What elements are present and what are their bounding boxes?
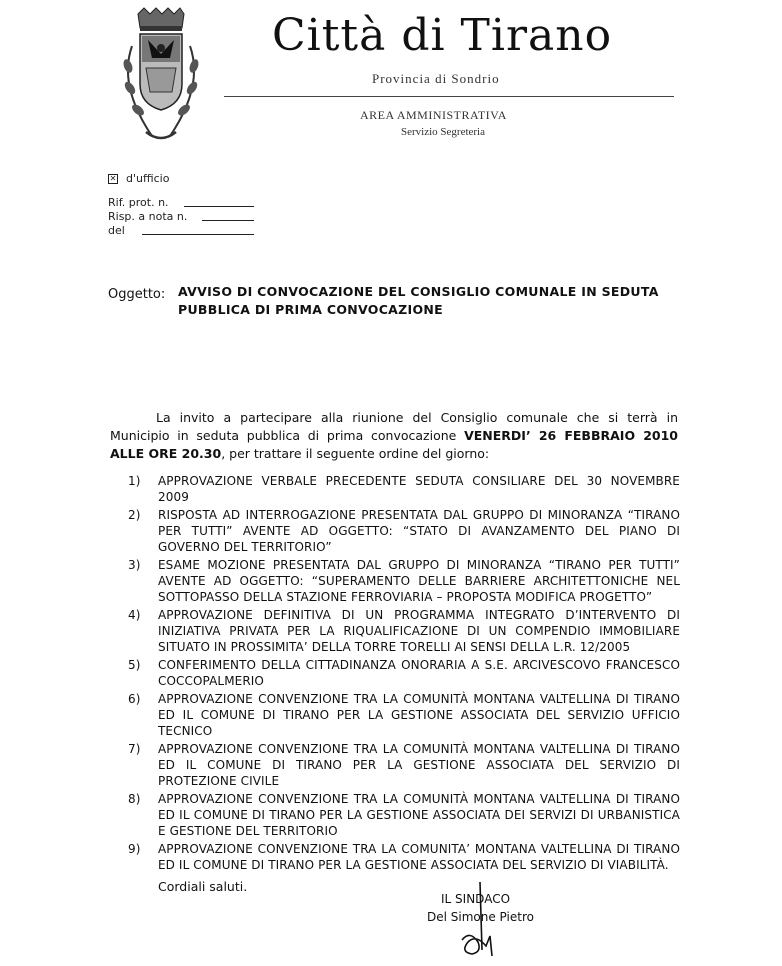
agenda-item-text: CONFERIMENTO DELLA CITTADINANZA ONORARIA A S.E. ARCIVESCOVO FRANCESCO COCCOPALMERIO: [158, 657, 680, 688]
agenda-item-number: 4): [128, 607, 141, 622]
agenda-item-number: 3): [128, 557, 141, 572]
agenda-item: [128, 557, 680, 606]
coat-of-arms-icon: [112, 6, 208, 146]
agenda-item: [128, 841, 680, 873]
agenda-item: [128, 473, 680, 505]
risp-nota-row: [108, 210, 187, 223]
checked-box-icon: ✕: [109, 174, 117, 183]
province-name: Provincia di Sondrio: [372, 71, 500, 86]
agenda-item-text: APPROVAZIONE CONVENZIONE TRA LA COMUNITÀ MONTANA VALTELLINA DI TIRANO ED IL COMUNE DI TIRANO PER LA GESTIONE ASSOCIATA DEL SERVIZIO UFFICIO TECNICO: [158, 691, 680, 738]
del-row: [108, 224, 125, 237]
del-line: [142, 226, 254, 235]
agenda-item-text: APPROVAZIONE CONVENZIONE TRA LA COMUNITÀ MONTANA VALTELLINA DI TIRANO ED IL COMUNE DI TIRANO PER LA GESTIONE ASSOCIATA DEL SERVIZIO DI PROTEZIONE CIVILE: [158, 741, 680, 788]
rif-prot-row: [108, 196, 169, 209]
agenda-item-number: 2): [128, 507, 141, 522]
agenda-item-number: 8): [128, 791, 141, 806]
risp-nota-label: Risp. a nota n.: [108, 210, 188, 223]
subject-label: Oggetto:: [108, 287, 166, 302]
service-name: Servizio Segreteria: [401, 126, 485, 138]
agenda-item-number: 1): [128, 474, 141, 488]
agenda-item-number: 6): [128, 691, 141, 706]
agenda-item: [128, 507, 680, 556]
ufficio-row: [108, 172, 169, 185]
intro-text-end: , per trattare il seguente ordine del giorno:: [221, 446, 490, 461]
agenda-item-number: 7): [128, 741, 141, 756]
risp-nota-line: [202, 212, 254, 221]
signer-title: IL SINDACO: [441, 892, 511, 906]
agenda-item-number: 9): [128, 841, 141, 856]
area-name: AREA AMMINISTRATIVA: [360, 108, 507, 122]
closing-greeting: Cordiali saluti.: [158, 879, 248, 894]
agenda-list: [128, 473, 680, 874]
agenda-item-text: ESAME MOZIONE PRESENTATA DAL GRUPPO DI MINORANZA “TIRANO PER TUTTI” AVENTE AD OGGETTO: “SUPERAMENTO DELLE BARRIERE ARCHITETTONICHE NEL SOTTOPASSO DELLA STAZIONE FERROVIARIA – PROPOSTA MODIFICA PROGETTO”: [158, 557, 680, 605]
subject-text: AVVISO DI CONVOCAZIONE DEL CONSIGLIO COMUNALE IN SEDUTA PUBBLICA DI PRIMA CONVOCAZIONE: [178, 284, 659, 317]
header-divider: [224, 96, 674, 97]
signer-name: Del Simone Pietro: [427, 910, 534, 924]
agenda-item-number: 5): [128, 657, 141, 672]
agenda-item-text: RISPOSTA AD INTERROGAZIONE PRESENTATA DAL GRUPPO DI MINORANZA “TIRANO PER TUTTI” AVENTE AD OGGETTO: “STATO DI AVANZAMENTO DEL PIANO DI GOVERNO DEL TERRITORIO”: [158, 507, 680, 555]
agenda-item: [128, 741, 680, 790]
city-title: Città di Tirano: [272, 10, 613, 61]
ufficio-label: d'ufficio: [126, 172, 170, 185]
agenda-item-text: APPROVAZIONE DEFINITIVA DI UN PROGRAMMA INTEGRATO D’INTERVENTO DI INIZIATIVA PRIVATA PER LA RIQUALIFICAZIONE DI UN COMPENDIO IMMOBILIARE SITUATO IN PROSSIMITA’ DELLA TORRE TORELLI AI SENSI DELLA L.R. 12/2005: [158, 607, 680, 655]
agenda-item: [128, 607, 680, 656]
intro-paragraph: [110, 409, 678, 463]
rif-prot-line: [184, 198, 254, 207]
agenda-item: [128, 657, 680, 689]
meeting-date: VENERDI’ 26 FEBBRAIO 2010 ALLE ORE 20.30: [110, 428, 678, 461]
agenda-item: [128, 791, 680, 840]
agenda-item-text: APPROVAZIONE CONVENZIONE TRA LA COMUNITA’ MONTANA VALTELLINA DI TIRANO ED IL COMUNE DI TIRANO PER LA GESTIONE ASSOCIATA DEL SERVIZIO DI VIABILITÀ.: [158, 841, 680, 872]
rif-prot-label: Rif. prot. n.: [108, 196, 169, 209]
agenda-item-text: APPROVAZIONE VERBALE PRECEDENTE SEDUTA CONSILIARE DEL 30 NOVEMBRE 2009: [158, 474, 680, 505]
agenda-item: [128, 691, 680, 740]
agenda-item-text: APPROVAZIONE CONVENZIONE TRA LA COMUNITÀ MONTANA VALTELLINA DI TIRANO ED IL COMUNE DI TIRANO PER LA GESTIONE ASSOCIATA DEI SERVIZI DI URBANISTICA E GESTIONE DEL TERRITORIO: [158, 791, 680, 838]
intro-text: La invito a partecipare alla riunione del Consiglio comunale che si terrà in Municipio in seduta pubblica di prima convocazione: [110, 410, 678, 443]
del-label: del: [108, 224, 125, 237]
